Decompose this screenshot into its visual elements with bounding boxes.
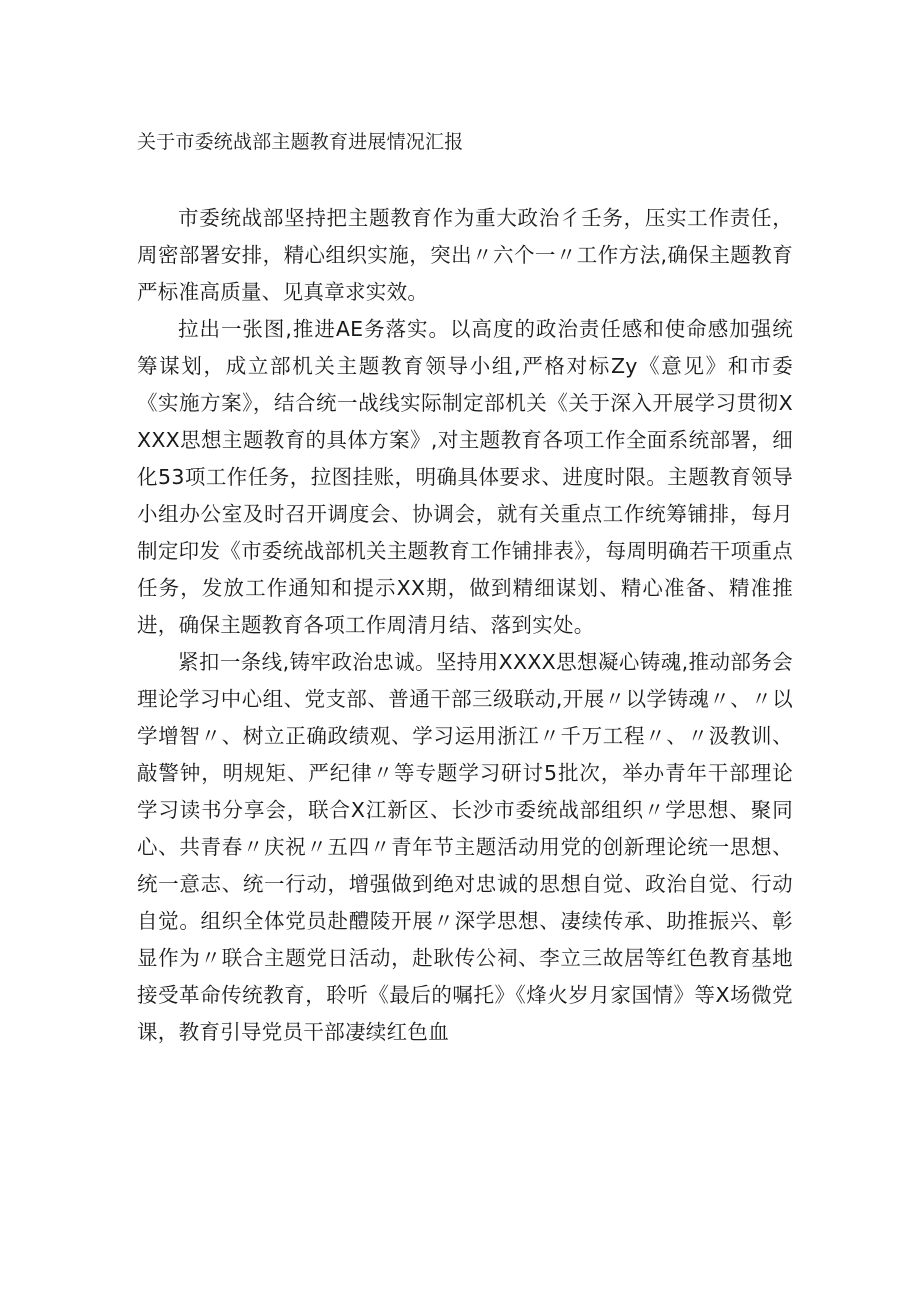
paragraph-intro: 市委统战部坚持把主题教育作为重大政治彳壬务，压实工作责任，周密部署安排，精心组织实施，突出〃六个一〃工作方法,确保主题教育严标准高质量、见真章求实效。 <box>137 206 793 304</box>
paragraph-loyalty: 紧扣一条线,铸牢政治忠诚。坚持用XXXX思想凝心铸魂,推动部务会理论学习中心组、党支部、普通干部三级联动,开展〃以学铸魂〃、〃以学增智〃、树立正确政绩观、学习运用浙江〃千万工程〃、〃汲教训、敲警钟，明规矩、严纪律〃等专题学习研讨5批次，举办青年干部理论学习读书分享会，联合X江新区、长沙市委统战部组织〃学思想、聚同心、共青春〃庆祝〃五四〃青年节主题活动用党的创新理论统一思想、统一意志、统一行动，增强做到绝对忠诚的思想自觉、政治自觉、行动自觉。组织全体党员赴醴陵开展〃深学思想、凄续传承、助推振兴、彰显作为〃联合主题党日活动，赴耿传公祠、李立三故居等红色教育基地接受革命传统教育，聆听《最后的嘱托》《烽火岁月家国情》等X场微党课，教育引导党员干部凄续红色血 <box>137 650 793 1044</box>
paragraph-plan: 拉出一张图,推进AE务落实。以高度的政治责任感和使命感加强统筹谋划，成立部机关主题教育领导小组,严格对标Zy《意见》和市委《实施方案》，结合统一战线实际制定部机关《关于深入开展学习贯彻XXXX思想主题教育的具体方案》,对主题教育各项工作全面系统部署，细化53项工作任务，拉图挂账，明确具体要求、进度时限。主题教育领导小组办公室及时召开调度会、协调会，就有关重点工作统筹铺排，每月制定印发《市委统战部机关主题教育工作铺排表》，每周明确若干项重点任务，发放工作通知和提示XX期，做到精细谋划、精心准备、精准推进，确保主题教育各项工作周清月结、落到实处。 <box>137 317 793 637</box>
document-body <box>137 200 793 1051</box>
document-title: 关于市委统战部主题教育进展情况汇报 <box>137 131 464 153</box>
